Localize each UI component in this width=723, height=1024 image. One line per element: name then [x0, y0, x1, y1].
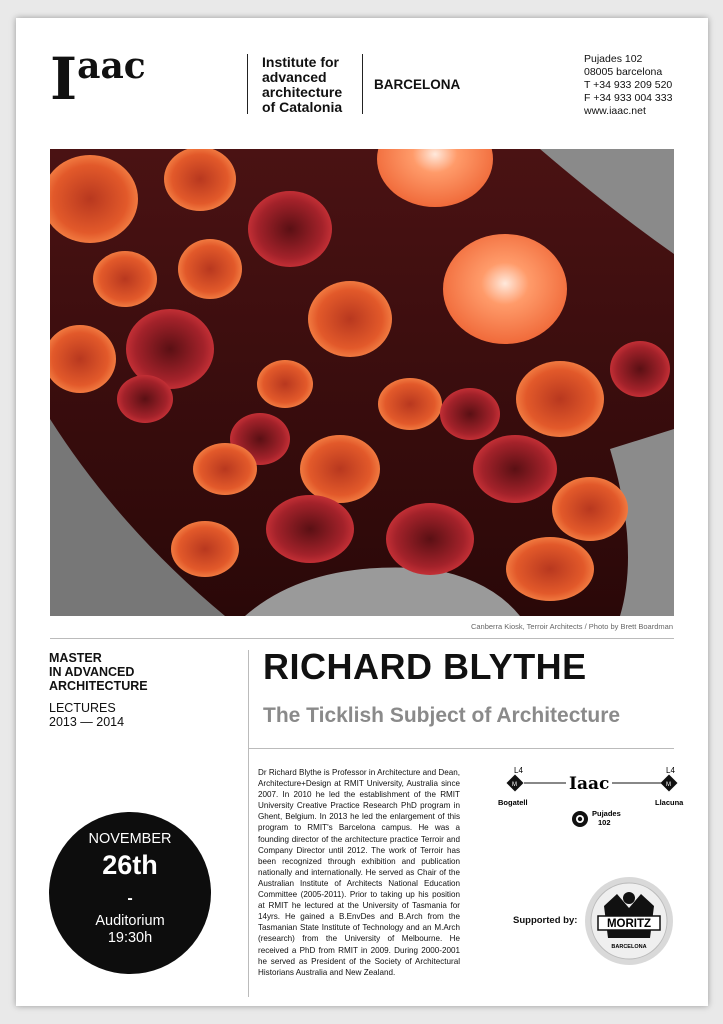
logo-letter: I [50, 45, 78, 113]
event-time: 19:30h [107, 930, 153, 946]
supported-by-label: Supported by: [513, 915, 578, 926]
station-left: Bogatell [498, 798, 528, 807]
venue-block [49, 913, 211, 947]
moritz-logo [584, 876, 674, 966]
address-fax: F +34 933 004 333 [584, 92, 673, 104]
sponsor-brand: MORITZ [606, 918, 652, 930]
section-divider [50, 638, 674, 639]
tubes-illustration [50, 149, 674, 616]
venue-number: 102 [598, 818, 611, 827]
venue-street: Pujades [592, 809, 621, 818]
address-phone: T +34 933 209 520 [584, 79, 673, 91]
speaker-bio: Dr Richard Blythe is Professor in Architecture and Dean, Architecture+Design at RMIT University, Australia since 2007. In 2010 he led the establishment of the RMIT University Creative Practice Research PhD program in Ghent, Belgium. In 2013 he led the enlargement of this program to RMIT's Barcelona campus. He was a founding director of the architecture practice Terroir and Company Director until 2012. The work of Terroir has been recognized through exhibition and publication nationally and internationally. He served as Chair of the Australian Institute of Architects National Education Committee (2005-2011). Prior to taking up his position at RMIT he lectured at the University of Tasmania for 14yrs. He gained a B.EnvDes and B.Arch from the Tasmanian State Institute of Technology and an M.Arch (research) from the University of Melbourne. He received a PhD from RMIT in 2009. During 2000-2001 he served as President of the Society of Architectural Historians Australia and New Zealand. [258, 768, 460, 977]
header-divider [362, 54, 363, 114]
date-circle [49, 812, 211, 974]
lectures-label: LECTURES 2013 — 2014 [49, 701, 125, 729]
metro-marker: M [512, 782, 517, 788]
address-street: Pujades 102 [584, 53, 643, 65]
poster [16, 18, 708, 1006]
hero-photo [50, 149, 674, 616]
column-divider [248, 650, 249, 997]
header-divider [247, 54, 248, 114]
address-web[interactable]: www.iaac.net [584, 105, 646, 117]
line-label-right: L4 [666, 766, 675, 775]
title-divider [248, 748, 674, 749]
line-label-left: L4 [514, 766, 523, 775]
metro-marker: M [666, 782, 671, 788]
station-right: Llacuna [655, 798, 684, 807]
metro-map [494, 763, 694, 863]
lecture-title: The Ticklish Subject of Architecture [263, 704, 621, 727]
speaker-name: RICHARD BLYTHE [263, 646, 587, 687]
map-logo: Iaac [569, 774, 610, 794]
logo-letter: a [100, 45, 124, 87]
sponsor-city: BARCELONA [611, 944, 647, 950]
logo-letter: a [77, 45, 101, 87]
address-postal: 08005 barcelona [584, 66, 663, 78]
venue-name: Auditorium [95, 913, 165, 929]
institute-name: Institute for advanced architecture of Catalonia [262, 54, 343, 115]
date-month: NOVEMBER [88, 831, 172, 847]
date-day: 26th [102, 850, 158, 880]
city-label: BARCELONA [374, 77, 461, 92]
program-name: MASTER IN ADVANCED ARCHITECTURE [49, 651, 148, 693]
date-dash: - [127, 890, 133, 907]
iaac-logo [50, 45, 146, 113]
photo-credit: Canberra Kiosk, Terroir Architects / Photo by Brett Boardman [470, 622, 673, 631]
logo-letter: c [123, 45, 146, 87]
address-block [584, 53, 672, 118]
